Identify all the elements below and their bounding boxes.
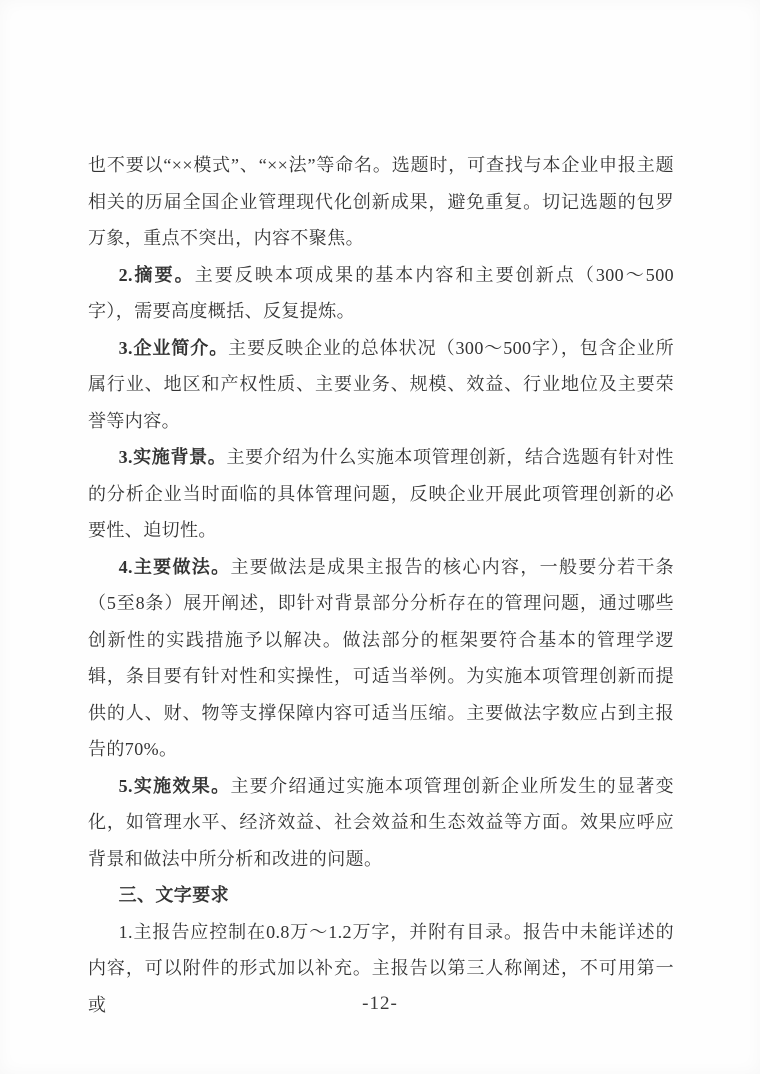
paragraph-implementation-background: [88, 439, 674, 549]
paragraph-lead: 3.实施背景。: [118, 447, 227, 467]
paragraph-text: 也不要以“××模式”、“××法”等命名。选题时，可查找与本企业申报主题相关的历届全国企业管理现代化创新成果，避免重复。切记选题的包罗万象，重点不突出，内容不聚焦。: [88, 155, 674, 248]
paragraph-text: 1.主报告应控制在0.8万～1.2万字，并附有目录。报告中未能详述的内容，可以附件的形式加以补充。主报告以第三人称阐述，不可用第一或: [88, 921, 674, 1015]
paragraph-text: 主要做法是成果主报告的核心内容，一般要分若干条（5至8条）展开阐述，即针对背景部分分析存在的管理问题，通过哪些创新性的实践措施予以解决。做法部分的框架要符合基本的管理学逻辑，条目要有针对性和实操性，可适当举例。为实施本项管理创新而提供的人、财、物等支撑保障内容可适当压缩。主要做法字数应占到主报告的70%。: [88, 556, 674, 759]
paragraph-text: 主要介绍为什么实施本项管理创新，结合选题有针对性的分析企业当时面临的具体管理问题，反映企业开展此项管理创新的必要性、迫切性。: [88, 447, 674, 540]
page-number: -12-: [362, 993, 398, 1014]
paragraph-naming-continuation: [88, 147, 674, 257]
paragraph-lead: 2.摘要。: [118, 264, 195, 285]
paragraph-text: 主要反映本项成果的基本内容和主要创新点（300～500字），需要高度概括、反复提炼。: [88, 264, 674, 321]
section-heading-text-requirements: 三、文字要求: [118, 885, 229, 905]
paragraph-lead: 5.实施效果。: [118, 775, 231, 796]
paragraph-lead: 3.企业简介。: [118, 337, 229, 358]
document-body: [88, 147, 674, 1023]
paragraph-text: 主要反映企业的总体状况（300～500字），包含企业所属行业、地区和产权性质、主要业务、规模、效益、行业地位及主要荣誉等内容。: [88, 337, 674, 431]
paragraph-implementation-results: [88, 768, 674, 878]
paragraph-main-practices: [88, 549, 674, 768]
paragraph-abstract: [88, 257, 674, 330]
paragraph-company-intro: [88, 330, 674, 440]
paragraph-text: 主要介绍通过实施本项管理创新企业所发生的显著变化，如管理水平、经济效益、社会效益和生态效益等方面。效果应呼应背景和做法中所分析和改进的问题。: [88, 775, 674, 869]
paragraph-lead: 4.主要做法。: [118, 556, 231, 577]
